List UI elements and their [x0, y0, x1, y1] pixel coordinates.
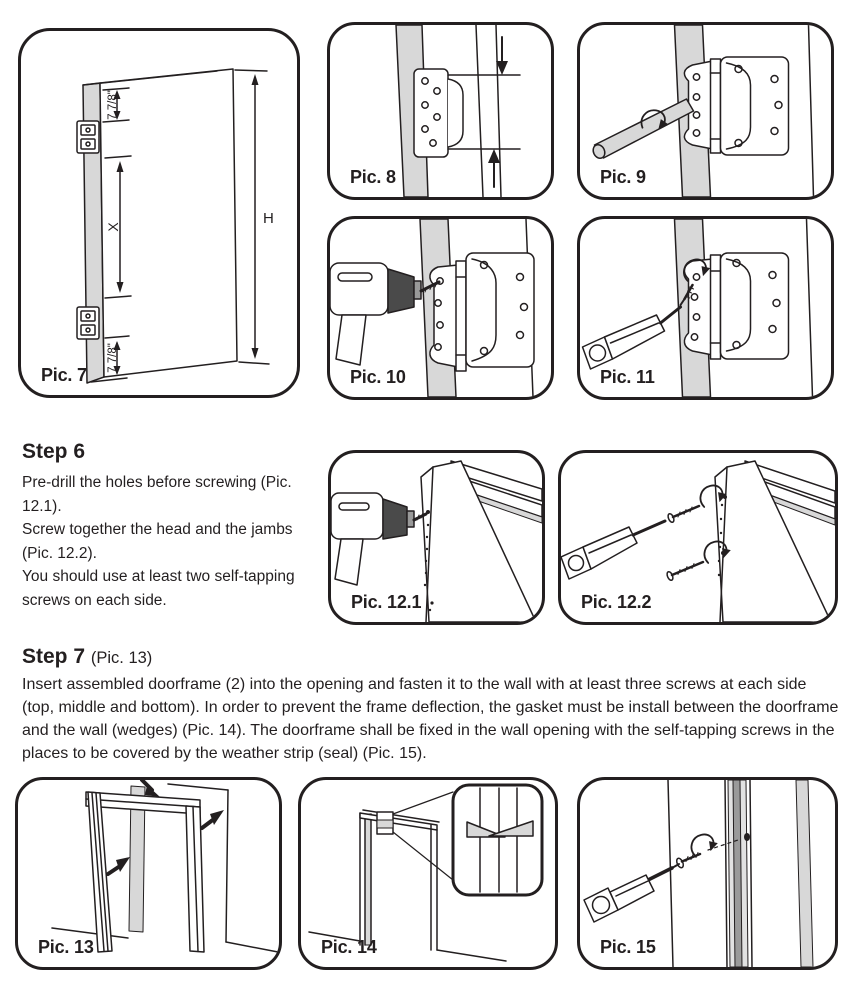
- screwdriver-icon: [561, 521, 665, 579]
- panel-pic-12-2: [558, 450, 838, 625]
- panel-caption: Pic. 9: [600, 167, 646, 187]
- panel-caption: Pic. 12.2: [581, 592, 652, 612]
- screw-icon: [675, 853, 700, 869]
- svg-text:7 7/8": 7 7/8": [107, 343, 119, 373]
- panel-pic-9: [577, 22, 834, 200]
- rotation-arrow-icon: [689, 831, 720, 856]
- panel-caption: Pic. 15: [600, 937, 656, 957]
- svg-text:H: H: [263, 210, 274, 227]
- step-6-line: (Pic. 12.2).: [22, 544, 97, 562]
- panel-caption: Pic. 10: [350, 367, 406, 387]
- panel-caption: Pic. 8: [350, 167, 396, 187]
- panel-pic-14: [298, 777, 558, 970]
- wall-and-frame: [668, 780, 813, 967]
- step-6-section: [22, 440, 324, 612]
- panel-pic-12-1: [328, 450, 545, 625]
- step-6-line: screws on each side.: [22, 591, 167, 609]
- drill-icon: [331, 493, 426, 585]
- door-dimension-illustration: [21, 31, 297, 395]
- step-6-heading: Step 6: [22, 440, 86, 463]
- step-6-line: Pre-drill the holes before screwing (Pic. 12.1).: [22, 474, 292, 515]
- screw-hole-dot: [744, 833, 750, 841]
- panel-pic-10: [327, 216, 554, 400]
- svg-text:7 7/8": 7 7/8": [107, 90, 119, 120]
- panel-pic-13: [15, 777, 282, 970]
- hinge-icon: [430, 253, 534, 371]
- step-7-section: [22, 645, 840, 765]
- wedge-detail-inset: [453, 785, 542, 895]
- hinge-icon: [684, 57, 788, 155]
- step-7-body: Insert assembled doorframe (2) into the opening and fasten it to the wall with at least three screws at each side (top, middle and bottom). In order to prevent the frame deflection, the gasket must be install between the doorframe and the wall (wedges) (Pic. 14). The doorframe shall be fixed in the wall opening with the self-tapping screws in the places to be covered by the weather strip (seal) (Pic. 15).: [22, 676, 839, 762]
- screwdriver-icon: [583, 285, 694, 369]
- panel-pic-15: [577, 777, 838, 970]
- svg-text:X: X: [105, 222, 121, 232]
- top-hinge-icon: [77, 121, 99, 153]
- panel-caption: Pic. 12.1: [351, 592, 422, 612]
- wedge-marker: [377, 792, 453, 880]
- hinge-icon: [684, 253, 788, 359]
- screwdriver-icon: [584, 864, 679, 922]
- step-7-heading-suffix: (Pic. 13): [90, 649, 153, 667]
- screw-icon: [667, 506, 699, 523]
- hinge-icon: [414, 69, 463, 157]
- dimension-door-height: [235, 70, 274, 364]
- step-6-line: You should use at least two self-tapping: [22, 568, 295, 585]
- panel-caption: Pic. 11: [600, 367, 655, 387]
- screw-icon: [666, 562, 703, 581]
- step-6-line: Screw together the head and the jambs: [22, 521, 293, 538]
- panel-pic-8: [327, 22, 554, 200]
- panel-caption: Pic. 7: [41, 365, 87, 385]
- panel-caption: Pic. 13: [38, 937, 94, 957]
- panel-caption: Pic. 14: [321, 937, 377, 957]
- panel-pic-7: [18, 28, 300, 398]
- bottom-hinge-icon: [77, 307, 99, 339]
- step-7-heading: Step 7 (Pic. 13): [22, 645, 153, 668]
- panel-pic-11: [577, 216, 834, 400]
- pen-icon: [591, 99, 694, 160]
